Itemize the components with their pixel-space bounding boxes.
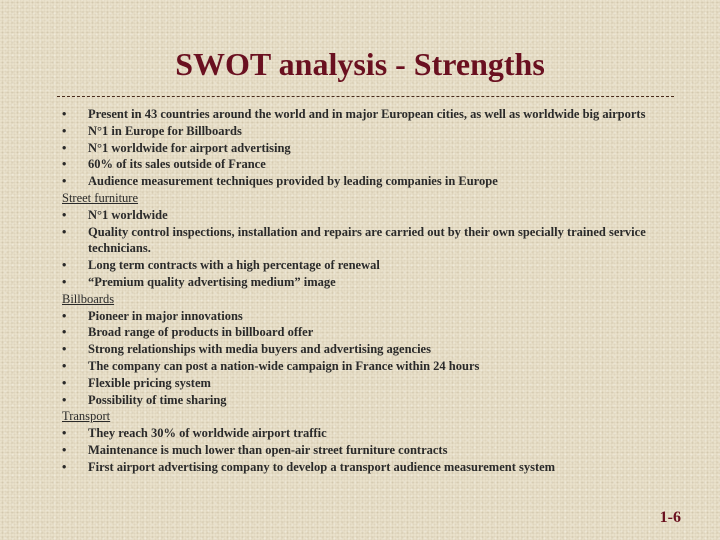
list-item <box>62 358 662 375</box>
list-item-text: Audience measurement techniques provided by leading companies in Europe <box>88 174 498 189</box>
list-item <box>62 140 662 157</box>
list-item <box>62 106 662 123</box>
list-item-text: Long term contracts with a high percentage of renewal <box>88 258 380 273</box>
bullet-icon: • <box>62 274 67 289</box>
list-item-text: First airport advertising company to develop a transport audience measurement system <box>88 459 556 474</box>
list-item <box>62 224 662 258</box>
bullet-icon: • <box>62 342 67 357</box>
bullet-icon: • <box>62 258 67 273</box>
list-item <box>62 442 662 459</box>
page-number: 1-6 <box>659 509 681 526</box>
list-item <box>62 156 662 173</box>
bullet-icon: • <box>62 107 67 121</box>
list-item-text: “Premium quality advertising medium” image <box>88 274 336 289</box>
section-heading-street-furniture: Street furniture <box>62 190 139 205</box>
bullet-icon: • <box>62 174 67 189</box>
bullet-icon: • <box>62 123 67 138</box>
list-item <box>62 375 662 392</box>
list-item <box>62 257 662 274</box>
bullet-icon: • <box>62 308 67 323</box>
bullet-icon: • <box>62 442 67 457</box>
title-divider <box>57 96 674 97</box>
section-heading-billboards: Billboards <box>62 291 115 306</box>
bullet-icon: • <box>62 392 67 407</box>
list-item-text: Quality control inspections, installation and repairs are carried out by their own specially trained service technicians. <box>88 224 646 256</box>
list-item-text: N°1 in Europe for Billboards <box>88 123 242 138</box>
section-heading-transport: Transport <box>62 409 111 424</box>
list-item <box>62 392 662 409</box>
list-item <box>62 324 662 341</box>
bullet-icon: • <box>62 207 67 222</box>
bullet-icon: • <box>62 459 67 474</box>
list-item <box>62 123 662 140</box>
list-item <box>62 274 662 291</box>
bullet-icon: • <box>62 157 67 172</box>
list-item-text: Strong relationships with media buyers and advertising agencies <box>88 342 431 357</box>
list-item-text: They reach 30% of worldwide airport traffic <box>88 426 327 441</box>
list-item-text: N°1 worldwide for airport advertising <box>88 140 291 155</box>
list-item <box>62 341 662 358</box>
list-item-text: Present in 43 countries around the world and in major European cities, as well as worldwide big airports <box>88 107 646 121</box>
list-item <box>62 425 662 442</box>
bullet-icon: • <box>62 325 67 340</box>
list-item <box>62 308 662 325</box>
bullet-icon: • <box>62 140 67 155</box>
list-item-text: Flexible pricing system <box>88 375 211 390</box>
list-item <box>62 173 662 190</box>
slide-title: SWOT analysis - Strengths <box>175 46 545 82</box>
list-item-text: The company can post a nation-wide campaign in France within 24 hours <box>88 358 480 373</box>
bullet-icon: • <box>62 358 67 373</box>
list-item-text: Possibility of time sharing <box>88 392 227 407</box>
list-item-text: N°1 worldwide <box>88 207 168 222</box>
bullet-icon: • <box>62 375 67 390</box>
bullet-icon: • <box>62 224 67 239</box>
list-item-text: 60% of its sales outside of France <box>88 157 266 172</box>
list-item <box>62 459 662 476</box>
list-item-text: Broad range of products in billboard offer <box>88 325 314 340</box>
list-item-text: Maintenance is much lower than open-air street furniture contracts <box>88 442 448 457</box>
list-item-text: Pioneer in major innovations <box>88 308 243 323</box>
slide-content <box>62 106 662 476</box>
bullet-icon: • <box>62 426 67 441</box>
list-item <box>62 207 662 224</box>
